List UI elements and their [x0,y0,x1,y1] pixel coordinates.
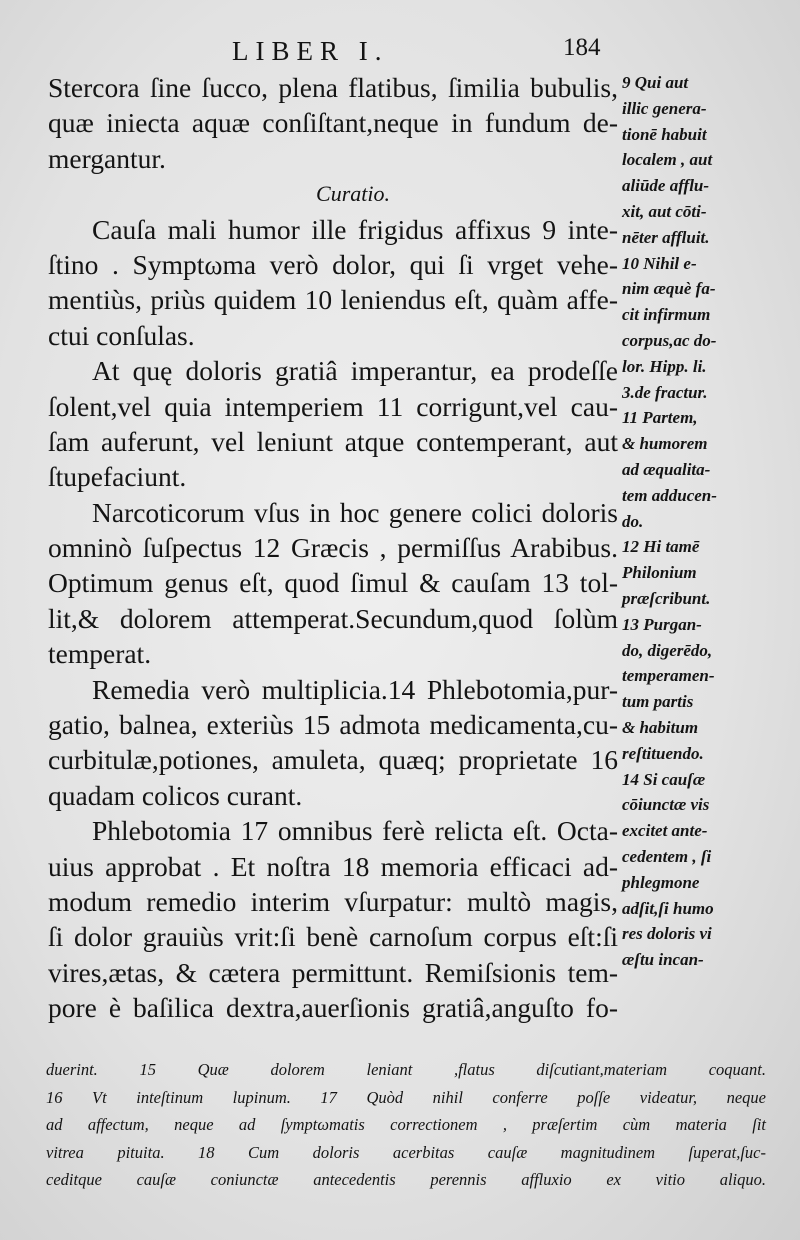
text-line: ſtino . Symptωma verò dolor, qui ſi vrget vehe- [48,248,618,280]
marginal-note-line: & humorem [622,434,708,454]
marginal-note-line: corpus,ac do- [622,330,717,350]
marginal-note-line: ad æqualita- [622,459,711,479]
text-line: ſtupefaciunt. [48,461,187,493]
text-line: Cauſa mali humor ille frigidus affixus 9 inte- [92,213,618,245]
text-line: pore è baſilica dextra,auerſionis gratiâ,anguſto fo- [48,992,618,1024]
footnotes [46,1056,766,1194]
marginal-note-line: do. [622,511,644,531]
marginal-note-line: res doloris vi [622,924,712,944]
text-line: quadam colicos curant. [48,779,303,811]
page-number: 184 [563,34,601,61]
text-line: quæ iniecta aquæ conſiſtant,neque in fundum de- [48,107,618,139]
text-line: ſolent,vel quia intemperiem 11 corrigunt,vel cau- [48,390,618,422]
text-line: vires,ætas, & cætera permittunt. Remiſsionis tem- [48,956,618,988]
text-line: Phlebotomia 17 omnibus ferè relicta eſt. Octa- [92,815,618,847]
marginal-note-line: xit, aut cōti- [622,201,707,221]
marginal-note-line: aliūde afflu- [622,176,710,196]
text-line: modum remedio interim vſurpatur: multò magis, [48,885,618,917]
footnote-line: ceditque cauſæ coniunctæ antecedentis perennis affluxio ex vitio aliquo. [46,1170,766,1189]
marginal-note-line: cedentem , ſi [622,846,712,866]
text-line: Narcoticorum vſus in hoc genere colici doloris [92,496,618,528]
text-line: uius approbat . Et noſtra 18 memoria efficaci ad- [48,850,618,882]
marginal-note-line: reſtituendo. [622,743,704,763]
marginal-note-line: Philonium [622,563,697,583]
marginal-note-line: tem adducen- [622,485,717,505]
text-line: ſi dolor grauiùs vrit:ſi benè carnoſum corpus eſt:ſi [48,921,618,953]
text-line: At quę doloris gratiâ imperantur, ea prodeſſe [92,355,618,387]
page-header [0,28,800,68]
text-line: Stercora ſine ſucco, plena flatibus, ſimilia bubulis, [48,72,618,103]
text-line: temperat. [48,638,152,670]
marginal-note-line: 14 Si cauſæ [622,769,706,789]
marginal-note-line: & habitum [622,717,699,737]
marginal-note-line: nēter affluit. [622,227,710,247]
text-line: omninò ſuſpectus 12 Græcis , permiſſus Arabibus. [48,532,618,564]
footnote-line: vitrea pituita. 18 Cum doloris acerbitas cauſæ magnitudinem ſuperat,ſuc- [46,1142,766,1162]
text-line: mergantur. [48,142,166,174]
marginal-note-line: 9 Qui aut [622,73,689,92]
text-line: ſam auferunt, vel leniunt atque contemperant, aut [48,425,618,457]
marginal-note-line: excitet ante- [622,821,708,841]
marginal-note-line: nim æquè fa- [622,279,716,299]
marginal-note-line: 10 Nihil e- [622,253,697,273]
footnote-line: 16 Vt inteſtinum lupinum. 17 Quòd nihil conferre poſſe videatur, neque [46,1087,766,1107]
marginal-note-line: cit infirmum [622,305,711,325]
marginal-note-line: phlegmone [622,872,700,892]
marginal-note-line: do, digerēdo, [622,640,713,660]
section-heading: Curatio. [316,181,390,207]
text-line: gatio, balnea, exteriùs 15 admota medicamenta,cu- [48,709,618,741]
marginal-note-line: tum partis [622,692,694,712]
marginal-note-line: præſcribunt. [622,588,711,608]
footnote-line: duerint. 15 Quæ dolorem leniant ,flatus diſcutiant,materiam coquant. [46,1060,766,1079]
marginal-note-line: cōiunctæ vis [622,795,710,815]
text-line: curbitulæ,potiones, amuleta, quæq; proprietate 16 [48,744,618,776]
marginal-note-line: tionē habuit [622,124,707,144]
marginal-note-line: 12 Hi tamē [622,537,700,557]
footnote-line: ad affectum, neque ad ſymptωmatis correctionem , præſertim cùm materia ſit [46,1115,766,1134]
marginal-note-line: æſtu incan- [622,950,704,970]
marginal-note-line: 13 Purgan- [622,614,702,634]
text-line: mentiùs, priùs quidem 10 leniendus eſt, quàm affe- [48,284,618,316]
marginal-note-line: adſit,ſi humo [622,898,714,918]
marginal-note-line: lor. Hipp. li. [622,356,707,376]
marginal-note-line: illic genera- [622,98,707,118]
running-head: LIBER I. [232,36,389,66]
text-line: lit,& dolorem attemperat.Secundum,quod ſolùm [48,602,618,634]
marginal-note-line: temperamen- [622,666,715,686]
text-line: ctui conſulas. [48,319,195,351]
marginal-note-line: 3.de fractur. [622,382,708,402]
text-line: Optimum genus eſt, quod ſimul & cauſam 13 tol- [48,567,618,599]
marginal-note-line: localem , aut [622,150,713,170]
main-text-column [48,70,618,1026]
marginal-note-line: 11 Partem, [622,408,698,428]
text-line: Remedia verò multiplicia.14 Phlebotomia,pur- [92,673,618,705]
marginal-notes [622,70,794,973]
